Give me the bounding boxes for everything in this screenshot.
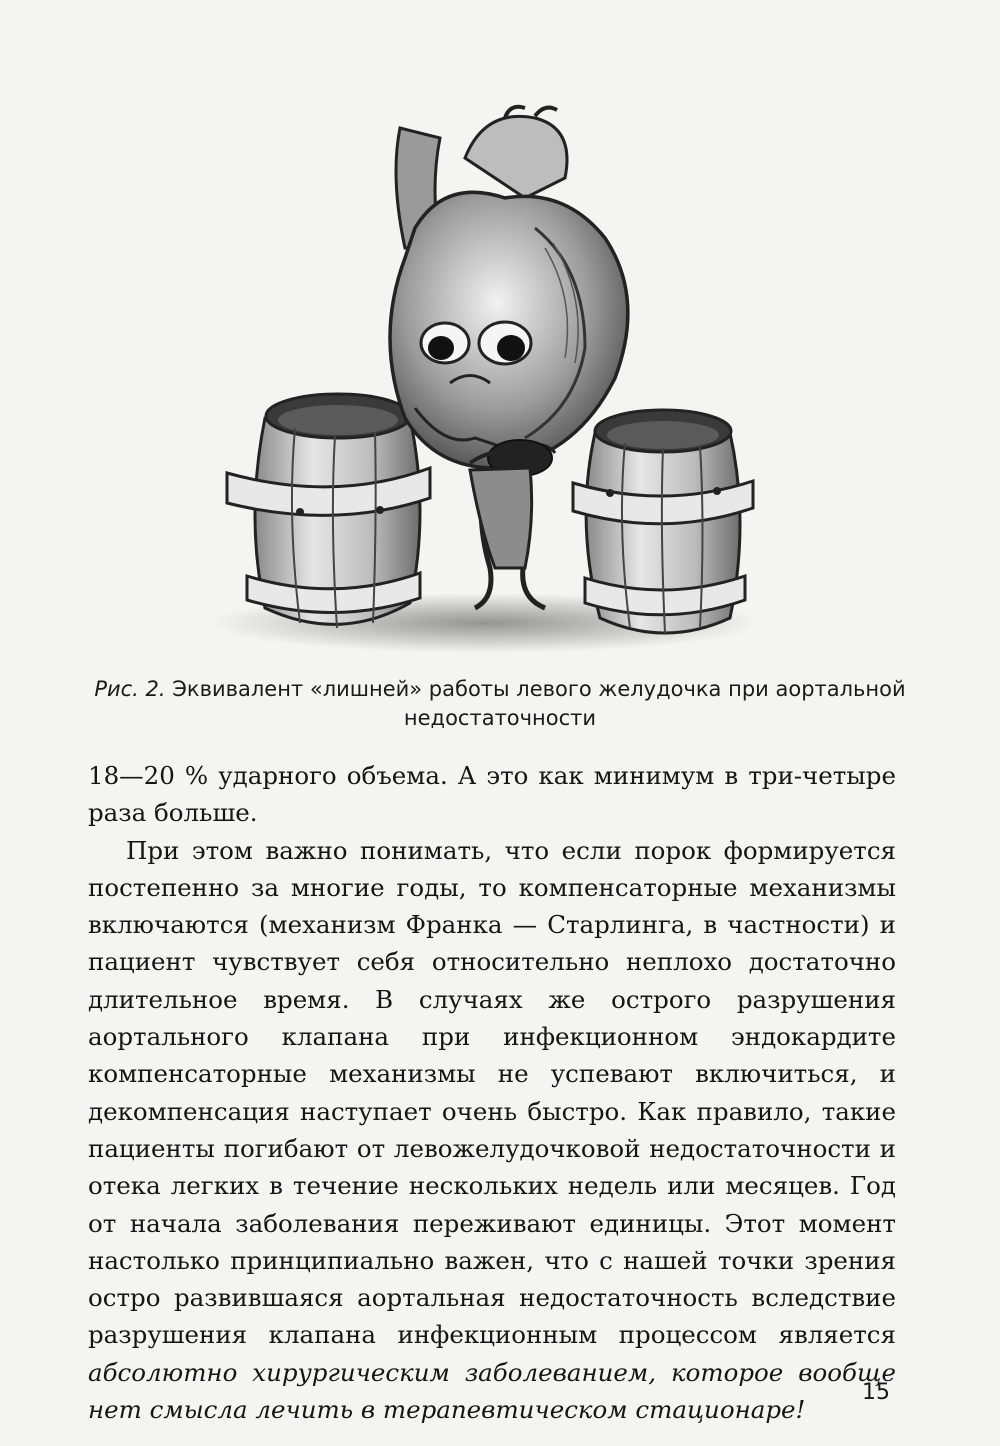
body-text [88, 757, 896, 1428]
right-barrel [573, 410, 753, 633]
paragraph-1 [88, 757, 896, 832]
figure-illustration [205, 98, 765, 658]
paragraph-2-text: При этом важно понимать, что если порок формируется постепенно за многие годы, то компенсаторные механизмы включаются (механизм Франка — Старлинга, в частности) и пациент чувствует себя относительно неплохо достаточно длительное время. В случаях же острого разрушения аортального клапана при инфекционном эндокардите компенсаторные механизмы не успевают включиться, и декомпенсация наступает очень быстро. Как правило, такие пациенты погибают от левожелудочковой недостаточности и отека легких в течение нескольких недель или месяцев. Год от начала заболевания переживают единицы. Этот момент настолько принципиально важен, что с нашей точки зрения остро развившаяся аортальная недостаточность вследствие разрушения клапана инфекционным процессом является [88, 835, 896, 1350]
paragraph-2-emphasis: абсолютно хирургическим заболеванием, которое вообще нет смысла лечить в терапевтическом стационаре! [88, 1357, 896, 1425]
page-number: 15 [862, 1380, 890, 1405]
figure-caption [85, 675, 915, 733]
left-barrel [227, 394, 430, 628]
heart-with-barrels-illustration [205, 98, 765, 658]
figure-caption-text: Эквивалент «лишней» работы левого желудочка при аортальной недостаточности [172, 677, 906, 730]
paragraph-2 [88, 832, 896, 1429]
figure-label: Рис. 2. [94, 677, 166, 701]
paragraph-1-text: 18—20 % ударного объема. А это как минимум в три-четыре раза больше. [88, 761, 896, 828]
